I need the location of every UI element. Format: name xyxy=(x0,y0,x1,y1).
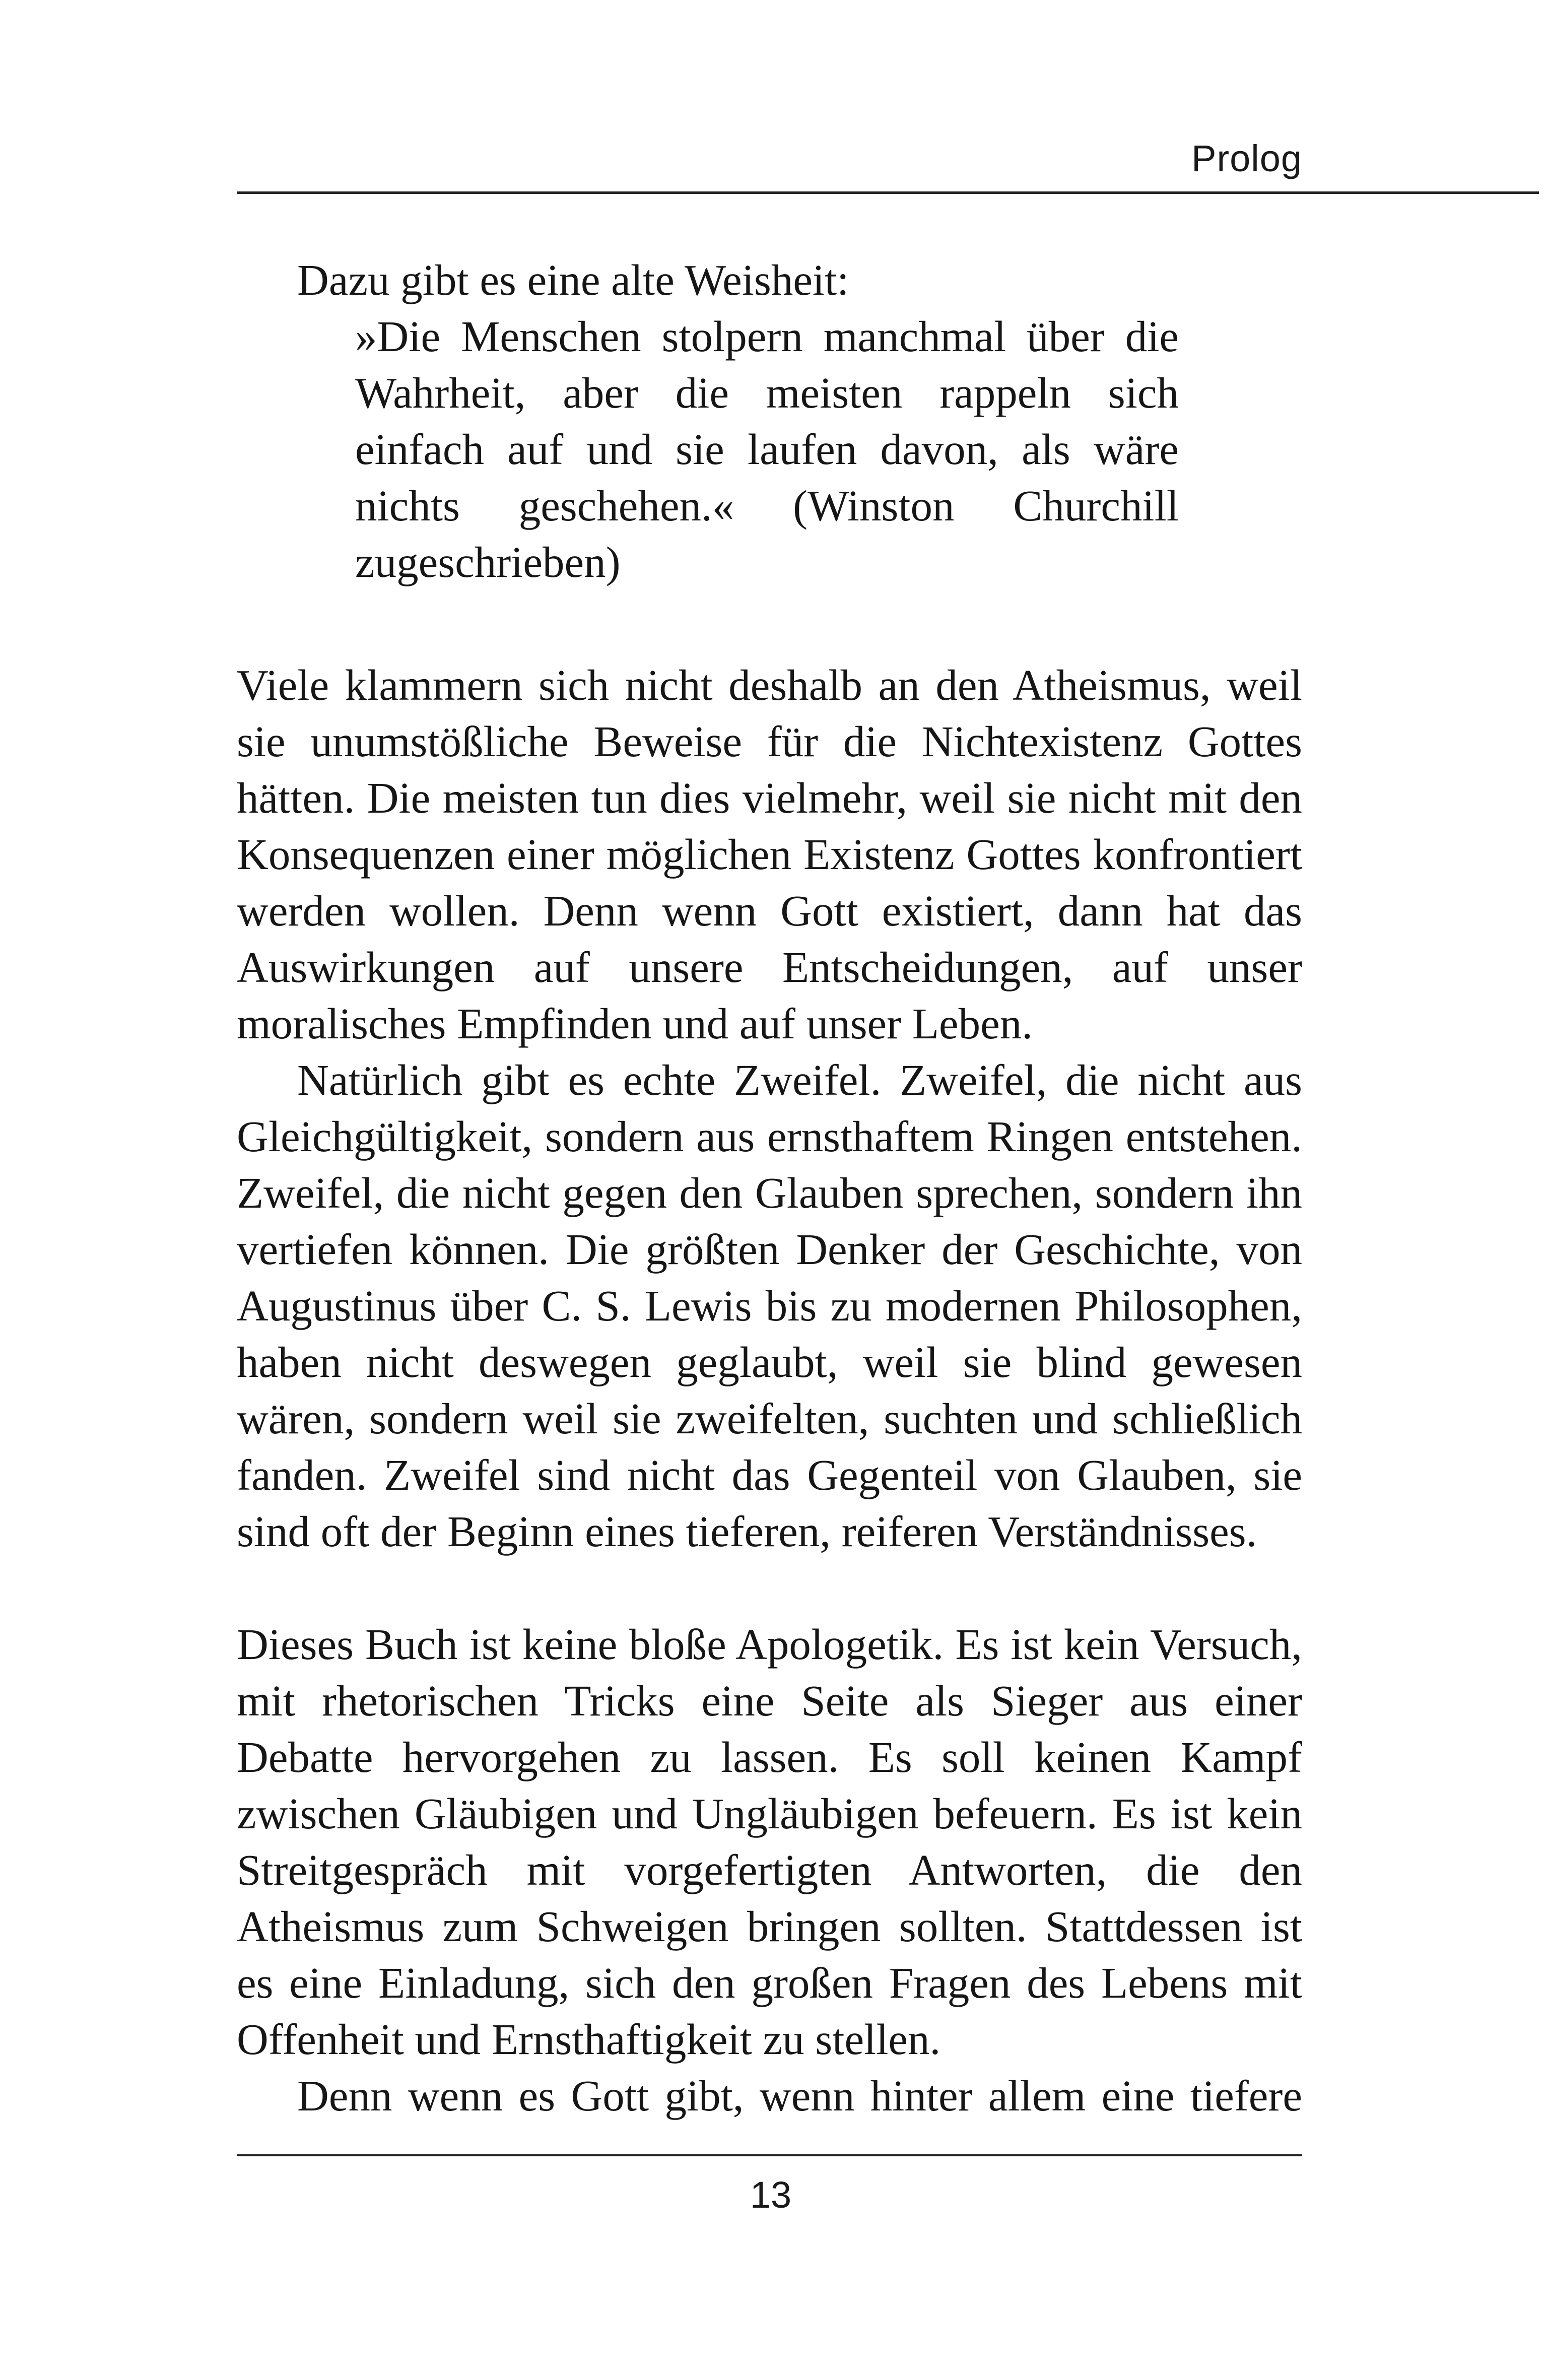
intro-line: Dazu gibt es eine alte Weisheit: xyxy=(297,255,849,304)
page-number: 13 xyxy=(750,2174,792,2216)
header-rule xyxy=(237,191,1539,194)
paragraph: Denn wenn es Gott gibt, wenn hinter allem eine tiefere xyxy=(297,2071,1302,2120)
paragraph: Dieses Buch ist keine bloße Apologetik. Es ist kein Versuch, mit rhetorischen Tricks eine Seite als Sieger aus einer Debatte hervorgehen zu lassen. Es soll keinen Kampf zwischen Gläubigen und Ungläubigen befeuern. Es ist kein Streitgespräch mit vorgefertigten Antworten, die den Atheismus zum Schweigen bringen sollten. Stattdessen ist es eine Einladung, sich den großen Fragen des Lebens mit Offenheit und Ernsthaftigkeit zu stellen. xyxy=(237,1620,1302,2064)
paragraph: Natürlich gibt es echte Zweifel. Zweifel, die nicht aus Gleichgültigkeit, sondern aus ernsthaftem Ringen entstehen. Zweifel, die nicht gegen den Glauben sprechen, sondern ihn vertiefen können. Die größten Denker der Geschichte, von Augustinus über C. S. Lewis bis zu modernen Philosophen, haben nicht deswegen geglaubt, weil sie blind gewesen wären, sondern weil sie zweifelten, suchten und schließlich fanden. Zweifel sind nicht das Gegenteil von Glauben, sie sind oft der Beginn eines tieferen, reiferen Verständnisses. xyxy=(237,1055,1302,1556)
block-quote: »Die Menschen stolpern manchmal über die Wahrheit, aber die meisten rappeln sich einfach auf und sie laufen davon, als wäre nichts geschehen.« (Winston Churchill zugeschrieben) xyxy=(355,312,1179,586)
running-head: Prolog xyxy=(1191,138,1302,179)
body-text xyxy=(237,252,1302,2124)
paragraph: Viele klammern sich nicht deshalb an den Atheismus, weil sie unumstößliche Beweise für die Nichtexistenz Gottes hätten. Die meisten tun dies vielmehr, weil sie nicht mit den Konsequenzen einer möglichen Existenz Gottes konfrontiert werden wollen. Denn wenn Gott existiert, dann hat das Auswirkungen auf unsere Entscheidungen, auf unser moralisches Empfinden und auf unser Leben. xyxy=(237,660,1302,1048)
footer-rule xyxy=(237,2154,1302,2156)
